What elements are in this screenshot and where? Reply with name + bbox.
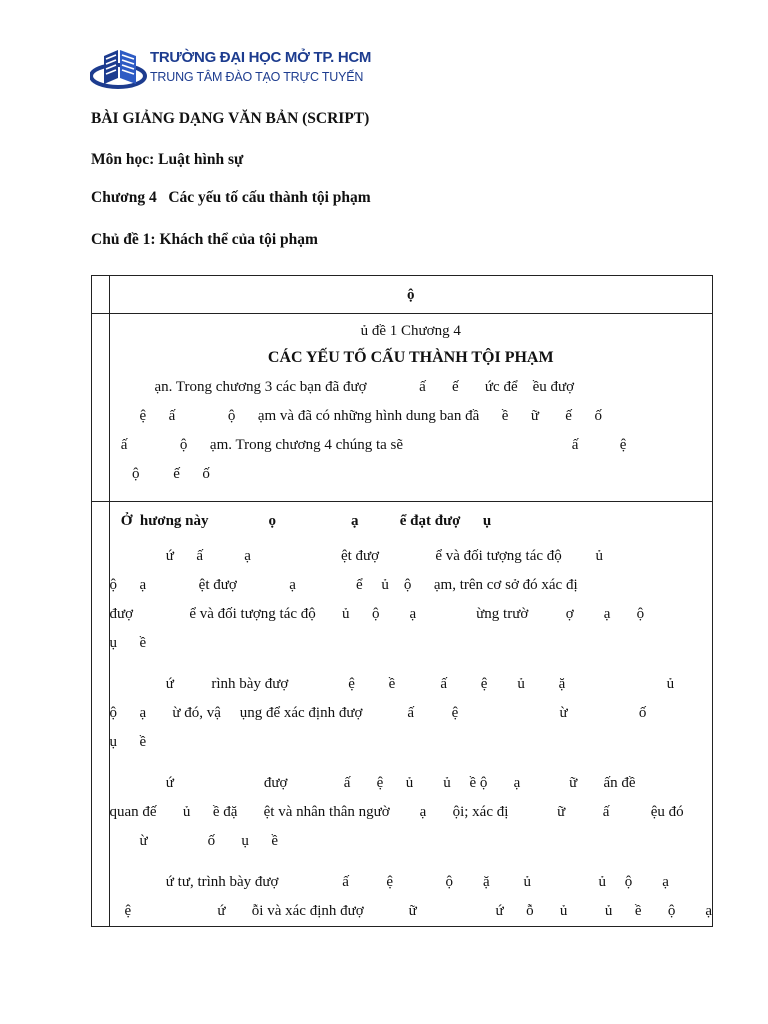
table-row (92, 276, 713, 314)
table-row (92, 502, 713, 927)
objective-line: ứ tư, trình bày đượ ấ ệ ộ ặ ủ ủ ộ ạ (109, 874, 669, 890)
book-globe-icon (90, 46, 150, 94)
objective-line: ứ ấ ạ ệt đượ ể và đối tượng tác độ ủ (109, 548, 604, 564)
intro-line: ệ ấ ộ ạm và đã có những hình dung ban đầ ề ữ ế ố (109, 408, 602, 424)
objective-line: ệ ứ ỗi và xác định đượ ữ ứ ỗ ủ ủ ề ộ ạ (109, 903, 712, 919)
intro-line: ạn. Trong chương 3 các bạn đã đượ ấ ế ức để ều đượ (109, 379, 575, 395)
table-cell (109, 276, 712, 314)
center-name: TRUNG TÂM ĐÀO TẠO TRỰC TUYẾN (150, 70, 364, 84)
objective-line: ộ ạ ừ đó, vậ ụng để xác định đượ ấ ệ ừ ố (109, 705, 647, 721)
objective-line: ộ ạ ệt đượ ạ ể ủ ộ ạm, trên cơ sở đó xác đị (109, 577, 578, 593)
intro-line: ấ ộ ạm. Trong chương 4 chúng ta sẽ ấ ệ (109, 437, 627, 453)
university-logo (90, 46, 372, 94)
objective-line: ứ rình bày đượ ệ ề ấ ệ ủ ặ ủ (109, 676, 675, 692)
intro-line: ộ ế ố (109, 466, 210, 482)
table-cell (109, 314, 712, 502)
objective-line: quan đế ủ ề đặ ệt và nhân thân ngườ ạ ội; xác đị ữ ấ ệu đó (109, 804, 684, 820)
table-cell-empty (92, 276, 110, 314)
objective-line: ụ ề (109, 734, 147, 750)
objective-line: đượ ể và đối tượng tác độ ủ ộ ạ ừng trườ ợ ạ ộ (109, 606, 645, 622)
intro-subtitle: ủ đề 1 Chương 4 (360, 323, 461, 339)
table-cell-empty (92, 502, 110, 927)
table-row (92, 314, 713, 502)
table-cell-empty (92, 314, 110, 502)
objective-line: ừ ố ụ ề (109, 833, 279, 849)
objective-line: ụ ề (109, 635, 147, 651)
table-cell (109, 502, 712, 927)
objectives-heading: Ở hương này ọ ạ ể đạt đượ ụ (109, 513, 492, 529)
chapter-title: CÁC YẾU TỐ CẤU THÀNH TỘI PHẠM (267, 349, 554, 366)
objective-line: ứ đượ ấ ệ ủ ủ ề ộ ạ ữ ấn đề (109, 775, 636, 791)
subject-line: Môn học: Luật hình sự (91, 151, 244, 168)
row1-content: ộ (407, 287, 415, 303)
topic-line: Chủ đề 1: Khách thể của tội phạm (91, 231, 318, 248)
script-table (91, 275, 713, 927)
university-name: TRƯỜNG ĐẠI HỌC MỞ TP. HCM (150, 49, 372, 66)
doc-title: BÀI GIẢNG DẠNG VĂN BẢN (SCRIPT) (91, 110, 370, 127)
chapter-line: Chương 4 Các yếu tố cấu thành tội phạm (91, 189, 371, 206)
